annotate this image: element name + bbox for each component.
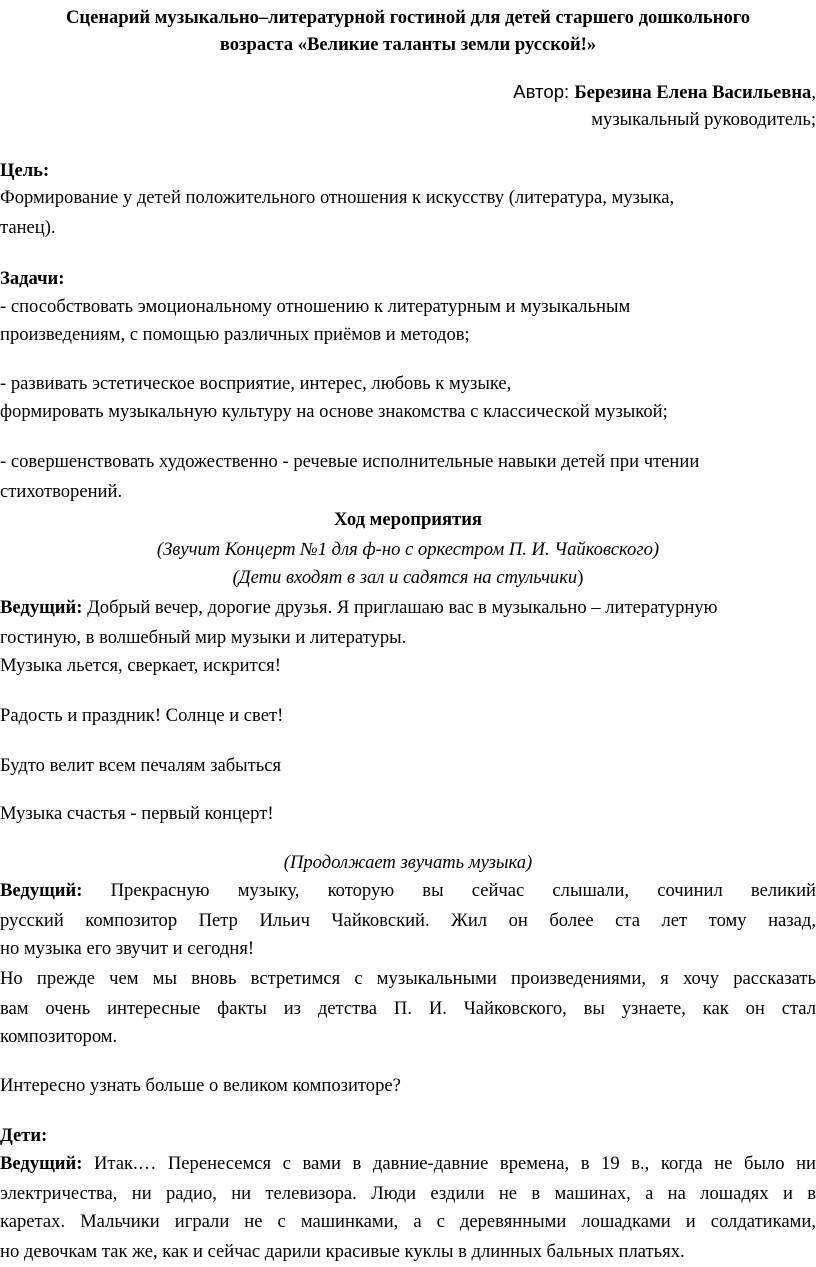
host-speech-1-text: Добрый вечер, дорогие друзья. Я приглашаю вас в музыкально – литературную (82, 597, 718, 618)
task-3-line-1: - совершенствовать художественно - речевые исполнительные навыки детей при чтении (0, 451, 700, 472)
host-speech-2-line-1 (0, 876, 816, 906)
task-3-line-2: стихотворений. (0, 481, 123, 502)
paragraph-1-line-1: Но прежде чем мы вновь встретимся с музыкальными произведениями, я хочу рассказать (0, 968, 816, 989)
host-speech-3-line-1 (0, 1149, 816, 1179)
host-label: Ведущий: (0, 1153, 83, 1174)
host-speech-2-text: Прекрасную музыку, которую вы сейчас слышали, сочинил великий (82, 880, 816, 901)
host-speech-2-line-3: но музыка его звучит и сегодня! (0, 938, 255, 959)
author-line (0, 77, 816, 108)
host-label: Ведущий: (0, 880, 83, 901)
host-speech-2-line-2: русский композитор Петр Ильич Чайковский. Жил он более ста лет тому назад, (0, 910, 816, 931)
goal-text-line-1: Формирование у детей положительного отношения к искусству (литература, музыка, (0, 187, 675, 208)
paragraph-1-line-2: вам очень интересные факты из детства П. И. Чайковского, вы узнаете, как он стал (0, 998, 816, 1019)
author-name: Березина Елена Васильевна (574, 82, 812, 103)
question-line: Интересно узнать больше о великом композиторе? (0, 1075, 401, 1096)
title-line-1: Сценарий музыкально–литературной гостиной для детей старшего дошкольного (65, 7, 751, 28)
task-1-line-2: произведениям, с помощью различных приёмов и методов; (0, 324, 470, 345)
poem-line-4: Музыка счастья - первый концерт! (0, 803, 274, 824)
stage-direction-2-text: (Дети входят в зал и садятся на стульчики (232, 567, 578, 588)
goal-text-line-2: танец). (0, 217, 56, 238)
host-speech-3-line-4: но девочкам так же, как и сейчас дарили красивые куклы в длинных бальных платьях. (0, 1241, 685, 1262)
poem-line-1: Музыка льется, сверкает, искрится! (0, 655, 281, 676)
host-speech-3-line-2: электричества, ни радио, ни телевизора. Люди ездили не в машинах, а на лошадях и в (0, 1183, 816, 1204)
title-line-2: возраста «Великие таланты земли русской!» (219, 34, 597, 55)
event-heading: Ход мероприятия (334, 509, 482, 530)
author-label: Автор: (513, 81, 575, 102)
poem-line-3: Будто велит всем печалям забыться (0, 755, 282, 776)
task-1-line-1: - способствовать эмоциональному отношению к литературным и музыкальным (0, 296, 631, 317)
stage-direction-2 (0, 563, 816, 593)
host-speech-1-line-1 (0, 593, 718, 623)
host-speech-1-line-2: гостиную, в волшебный мир музыки и литературы. (0, 627, 407, 648)
task-2-line-2: формировать музыкальную культуру на основе знакомства с классической музыкой; (0, 401, 668, 422)
host-speech-3-text: Итак.… Перенесемся с вами в давние-давние времена, в 19 в., когда не было ни (82, 1153, 816, 1174)
stage-direction-1: (Звучит Концерт №1 для ф-но с оркестром П. И. Чайковского) (156, 539, 660, 560)
poem-line-2: Радость и праздник! Солнце и свет! (0, 705, 284, 726)
author-comma: , (811, 82, 816, 103)
host-speech-3-line-3: каретах. Мальчики играли не с машинками, а с деревянными лошадками и солдатиками, (0, 1211, 816, 1232)
stage-direction-2-close: ) (577, 567, 584, 588)
stage-direction-3: (Продолжает звучать музыка) (283, 852, 533, 873)
goal-heading: Цель: (0, 160, 50, 181)
task-2-line-1: - развивать эстетическое восприятие, интерес, любовь к музыке, (0, 373, 512, 394)
kids-label: Дети: (0, 1125, 48, 1146)
host-label: Ведущий: (0, 597, 83, 618)
author-role: музыкальный руководитель; (591, 109, 816, 130)
tasks-heading: Задачи: (0, 268, 65, 289)
paragraph-1-line-3: композитором. (0, 1026, 118, 1047)
